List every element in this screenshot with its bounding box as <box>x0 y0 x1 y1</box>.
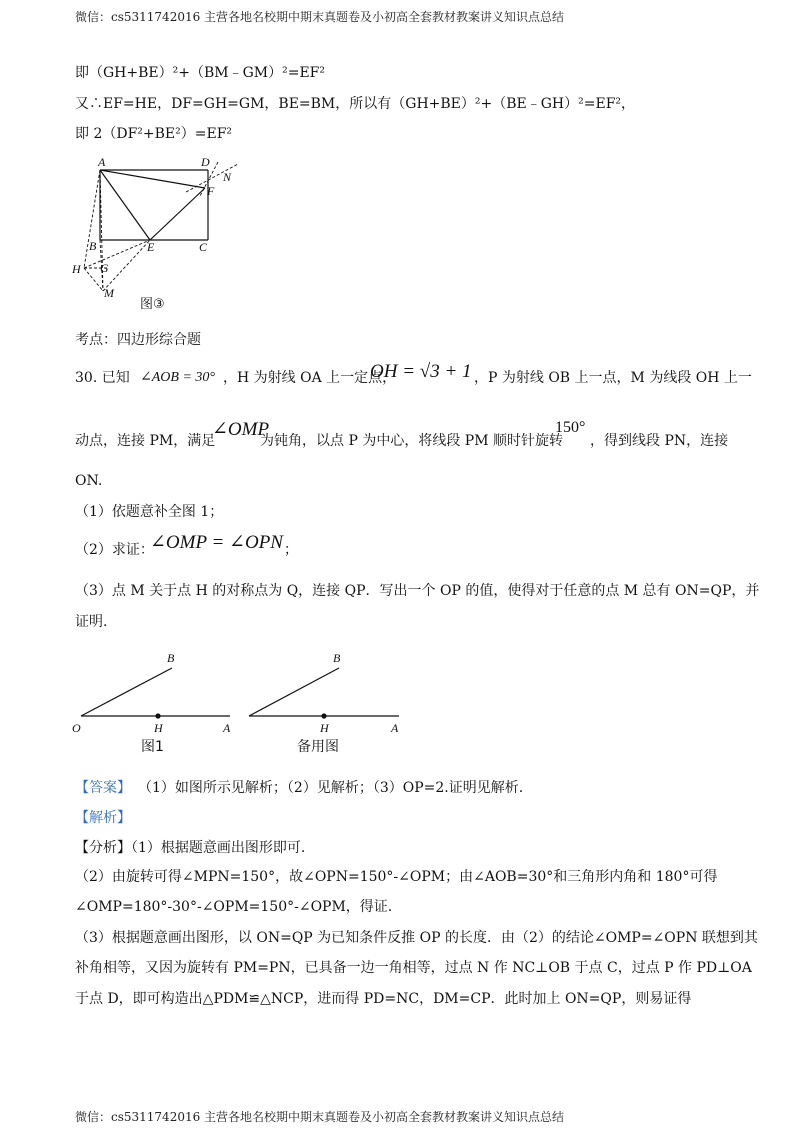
fig3-label-B: B <box>89 239 97 253</box>
fig3-label-E: E <box>147 240 155 254</box>
fig1-label-H: H <box>154 721 163 735</box>
q30-text-3: ON. <box>75 473 103 489</box>
fig3-label-N: N <box>223 170 232 184</box>
fig3-label-G: G <box>100 261 109 275</box>
q30-sub-2-end: ； <box>284 542 298 558</box>
answer-text: （1）如图所示见解析；（2）见解析；（3）OP=2.证明见解析. <box>138 780 524 796</box>
q30-deg-150: 150° <box>555 419 586 436</box>
q30-text-2c: ，得到线段 PN，连接 <box>590 433 729 449</box>
figure-1-and-spare <box>65 645 415 760</box>
spare-label-A: A <box>391 721 399 735</box>
fig3-label-F: F <box>207 184 215 198</box>
fig3-label-H: H <box>72 262 81 276</box>
fig1-label-O: O <box>72 721 81 735</box>
q30-sub-3-line-2: 证明. <box>75 614 108 630</box>
fenxi-line-2: （2）由旋转可得∠MPN=150°，故∠OPN=150°-∠OPM；由∠AOB=30°和三角形内角和 180°可得 <box>75 869 718 885</box>
q30-sub-1: （1）依题意补全图 1； <box>75 504 224 520</box>
q30-angle-aob: ∠AOB = 30° <box>140 370 215 385</box>
spare-point-H <box>321 713 326 718</box>
fenxi-line-5: 补角相等，又因为旋转有 PM=PN，已具备一边一角相等，过点 N 作 NC⊥OB 于点 C，过点 P 作 PD⊥OA <box>75 960 752 976</box>
figure-3 <box>68 150 248 315</box>
kaodian-line: 考点：四边形综合题 <box>75 332 201 348</box>
page-footer: 微信：cs5311742016 主营各地名校期中期末真题卷及小初高全套教材教案讲义知识点总结 <box>75 1110 565 1124</box>
fig3-label-C: C <box>199 240 208 254</box>
fig3-label-A: A <box>98 155 106 169</box>
spare-caption: 备用图 <box>297 739 339 755</box>
fig1-label-B: B <box>167 651 175 665</box>
answer-tag: 【答案】 <box>75 780 131 796</box>
q30-text-1a: 30. 已知 <box>75 370 130 386</box>
q30-text-1c: ，P 为射线 OB 上一点，M 为线段 OH 上一 <box>474 370 752 386</box>
fig3-label-M: M <box>104 286 114 300</box>
q30-sub-3-line-1: （3）点 M 关于点 H 的对称点为 Q，连接 QP．写出一个 OP 的值，使得对于任意的点 M 总有 ON=QP，并 <box>75 583 760 599</box>
spare-label-H: H <box>320 721 329 735</box>
q30-text-1b: ，H 为射线 OA 上一定点， <box>223 370 397 386</box>
fenxi-line-4: （3）根据题意画出图形，以 ON=QP 为已知条件反推 OP 的长度．由（2）的结论∠OMP=∠OPN 联想到其 <box>75 930 758 946</box>
q30-oh-formula: OH = √3 + 1 <box>370 361 472 382</box>
analysis-tag: 【解析】 <box>75 810 131 826</box>
spare-label-B: B <box>333 651 341 665</box>
proof-line-1: 即（GH+BE）²+（BM﹣GM）²=EF² <box>75 65 326 81</box>
q30-sub-2-label: （2）求证： <box>75 542 154 558</box>
fig1-caption: 图1 <box>141 739 164 755</box>
page-header: 微信：cs5311742016 主营各地名校期中期末真题卷及小初高全套教材教案讲义知识点总结 <box>75 10 565 24</box>
proof-line-2: 又∴EF=HE，DF=GH=GM，BE=BM，所以有（GH+BE）²+（BE﹣GH）²=EF²， <box>75 96 636 112</box>
fenxi-line-3: ∠OMP=180°-30°-∠OPM=150°-∠OPM，得证. <box>75 899 393 915</box>
fig1-point-H <box>155 713 160 718</box>
fenxi-line-1: 【分析】（1）根据题意画出图形即可. <box>75 840 306 856</box>
q30-angle-omp: ∠OMP <box>212 419 270 440</box>
q30-text-2a: 动点，连接 PM，满足 <box>75 433 216 449</box>
proof-line-3: 即 2（DF²+BE²）=EF² <box>75 126 233 142</box>
q30-text-2b: 为钝角，以点 P 为中心，将线段 PM 顺时针旋转 <box>260 433 563 449</box>
fig1-label-A: A <box>223 721 231 735</box>
fig3-caption: 图③ <box>140 297 165 312</box>
fenxi-line-6: 于点 D，即可构造出△PDM≌△NCP，进而得 PD=NC，DM=CP．此时加上 ON=QP，则易证得 <box>75 991 692 1007</box>
fig3-label-D: D <box>201 155 210 169</box>
q30-sub-2-formula: ∠OMP = ∠OPN <box>150 532 283 553</box>
